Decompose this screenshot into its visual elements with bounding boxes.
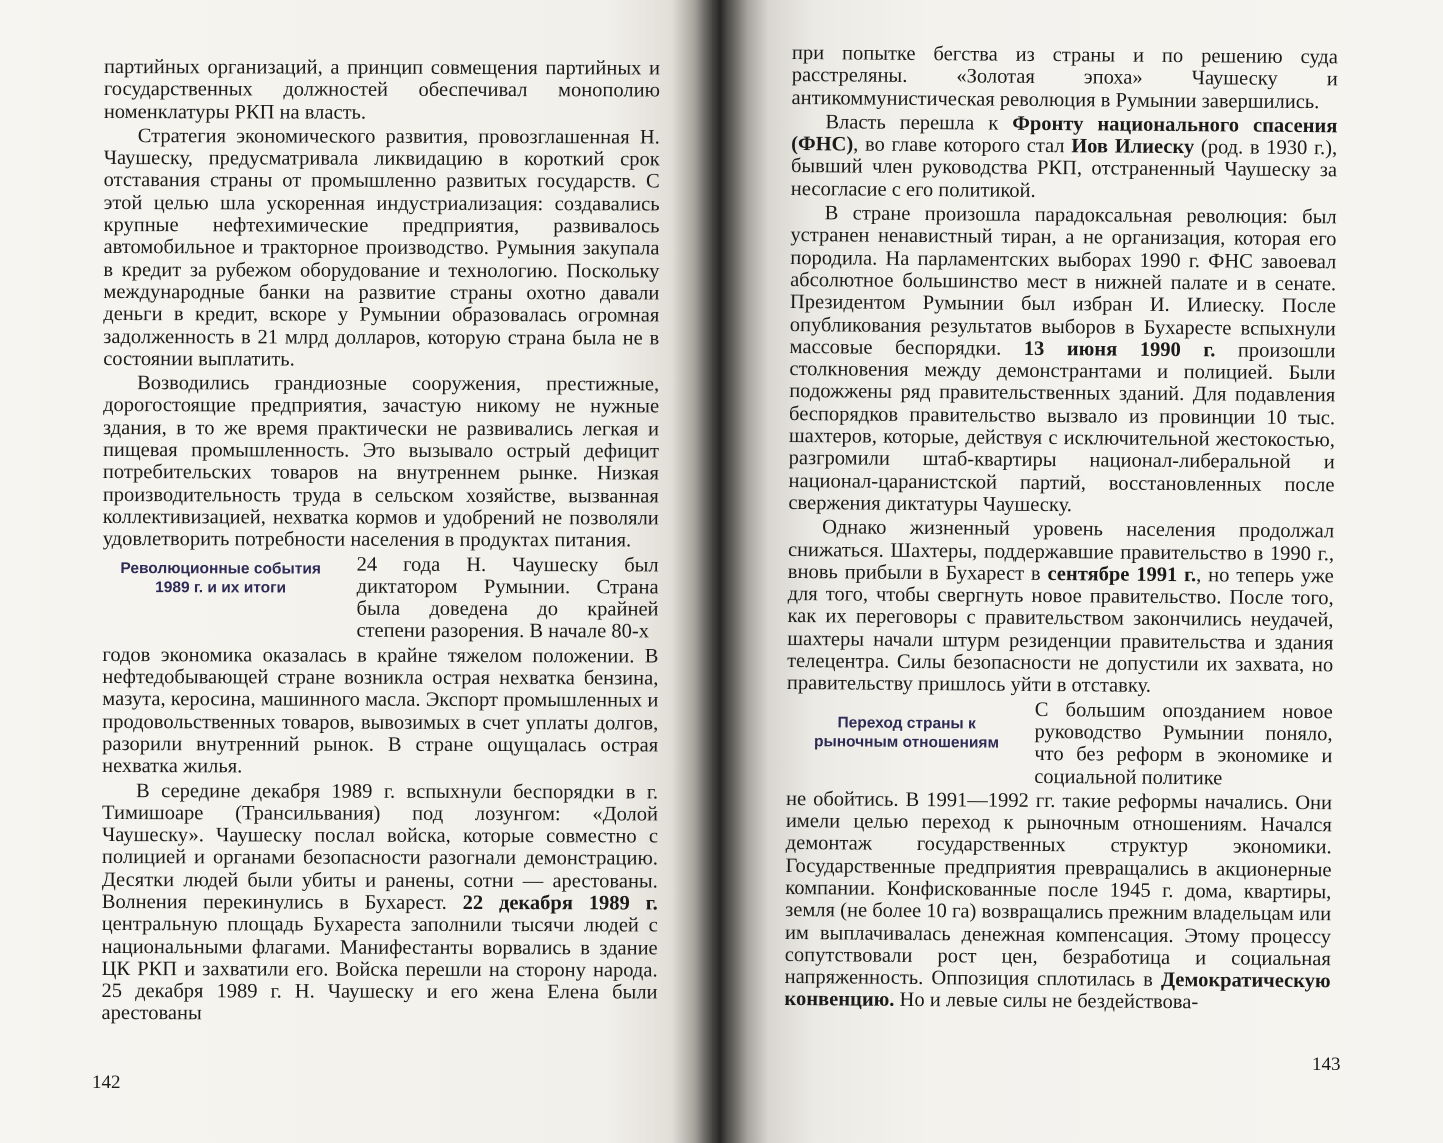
text-run: , но теперь уже для того, чтобы свергнуть новое правительство. После того, как их переговоры с правительством закончились неудачей, шахтеры начали штурм резиденции правительства и здания телецентра. Силы безопасности не допустили их захвата, но правительству пришлось уйти в отставку.: [786, 564, 1334, 698]
bold-term: Демократическую конвенцию.: [784, 969, 1331, 1012]
bold-date: 13 июня 1990 г.: [1023, 337, 1216, 362]
wrapped-text: С большим опозданием новое руководство Румынии поняло, что без реформ в экономике и социальной политике: [1034, 698, 1333, 789]
paragraph: [788, 202, 1336, 518]
paragraph: [791, 111, 1338, 204]
page-number-left: 142: [92, 1072, 121, 1093]
sidebar-heading: Переход страны к рыночным отношениям: [813, 713, 1000, 752]
text-run: , во главе которого стал: [853, 133, 1072, 158]
paragraph: [787, 516, 1334, 699]
paragraph: [784, 788, 1332, 1015]
text-run: Однако жизненный уровень населения продолжал снижаться. Шахтеры, поддержавшие правительство в 1990 г., вновь прибыли в Бухарест в: [787, 516, 1335, 585]
bold-date: 22 декабря 1989 г.: [462, 891, 658, 915]
text-run: не обойтись. В 1991—1992 гг. такие реформы начались. Они имели целью переход к рыночным отношениям. Начался демонтаж государственных структур экономики. Государственные предприятия превращались в акционерные компании. Конфискованные после 1945 г. дома, квартиры, земля (не более 10 га) возвращались прежним владельцам или им выплачивалась денежная компенсация. Этому процессу сопутствовали рост цен, безработица и социальная напряженность. Оппозиция сплотилась в: [784, 787, 1333, 992]
sidebar-heading: Революционные события 1989 г. и их итоги: [120, 559, 321, 597]
bold-name: Иов Илиеску: [1071, 135, 1195, 159]
paragraph: при попытке бегства из страны и по решению суда расстреляны. «Золотая эпоха» Чаушеску и антикоммунистическая революция в Румынии завершились.: [791, 42, 1338, 113]
text-run: Но и левые силы не бездействова-: [894, 989, 1199, 1014]
text-run: (род. в 1930 г.), бывший член руководства РКП, отстраненный Чаушеску за несогласие с его политикой.: [790, 136, 1338, 202]
paragraph: годов экономика оказалась в крайне тяжелом положении. В нефтедобывающей стране возникла острая нехватка бензина, мазута, керосина, машинного масла. Экспорт промышленных и продовольственных товаров, вывозимых в счет уплаты долгов, разорили внутренний рынок. В стране ощущалась острая нехватка жилья.: [102, 643, 659, 778]
text-run: В середине декабря 1989 г. вспыхнули беспорядки в г. Тимишоаре (Трансильвания) под лозунгом: «Долой Чаушеску». Чаушеску послал войска, которые совместно с полицией и органами безопасности разогнали демонстрацию. Десятки людей были убиты и ранены, сотни — арестованы. Волнения перекинулись в Бухарест.: [101, 779, 659, 914]
wrapped-text: 24 года Н. Чаушеску был диктатором Румынии. Страна была доведена до крайней степени разорения. В начале 80-х: [356, 553, 659, 643]
text-run: В стране произошла парадоксальная революция: был устранен ненавистный тиран, а не организация, которая его породила. На парламентских выборах 1990 г. ФНС завоевал абсолютное большинство мест в нижней палате и в сенате. Президентом Румынии был избран И. Илиеску. После опубликования результатов выборов в Бухаресте вспыхнули массовые беспорядки.: [789, 202, 1337, 360]
paragraph: Возводились грандиозные сооружения, престижные, дорогостоящие предприятия, зачастую никому не нужные здания, в то же время практически не развивались легкая и пищевая промышленность. Это вызывало острый дефицит потребительских товаров на внутреннем рынке. Низкая производительность труда в сельском хозяйстве, вызванная коллективизацией, нехватка кормов и удобрений не позволяли удовлетворить потребности населения в продуктах питания.: [102, 372, 660, 552]
book-spine-shadow: [672, 0, 768, 1143]
sidebar-block: [102, 553, 658, 644]
sidebar-block: [786, 697, 1333, 790]
bold-date: сентябре 1991 г.: [1047, 562, 1197, 587]
text-run: центральную площадь Бухареста заполнили тысячи людей с национальными флагами. Манифестанты ворвались в здание ЦК РКП и захватили его. Войска перешли на сторону народа. 25 декабря 1989 г. Н. Чаушеску и его жена Елена были арестованы: [101, 913, 658, 1025]
right-page-text: [784, 42, 1338, 1017]
text-run: Власть перешла к: [825, 111, 1013, 135]
paragraph: Стратегия экономического развития, провозглашенная Н. Чаушеску, предусматривала ликвидацию в короткий срок отставания страны от промышленно развитых государств. С этой целью шла ускоренная индустриализация: создавались крупные нефтехимические предприятия, развивалось автомобильное и тракторное производство. Румыния закупала в кредит за рубежом оборудование и технологию. Поскольку международные банки на развитие страны охотно давали деньги в кредит, вскоре у Румынии образовалась огромная задолженность в 21 млрд долларов, которую страна была не в состоянии выплатить.: [103, 124, 660, 371]
bold-term: Фронту национального спасения (ФНС): [791, 112, 1338, 156]
paragraph: [101, 779, 658, 1026]
page-number-right: 143: [1312, 1054, 1341, 1075]
text-run: произошли столкновения между демонстрантами и полицией. Были подожжены ряд правительственных зданий. Для подавления беспорядков правительство вызвало из провинции 10 тыс. шахтеров, которые, действуя с исключительной жестокостью, разгромили штаб-квартиры национал-либеральной и национал-царанистской партий, восстановленных после свержения диктатуры Чаушеску.: [788, 339, 1336, 517]
left-page-text: [101, 56, 660, 1028]
paragraph: партийных организаций, а принцип совмещения партийных и государственных должностей обеспечивал монополию номенклатуры РКП на власть.: [103, 56, 660, 124]
